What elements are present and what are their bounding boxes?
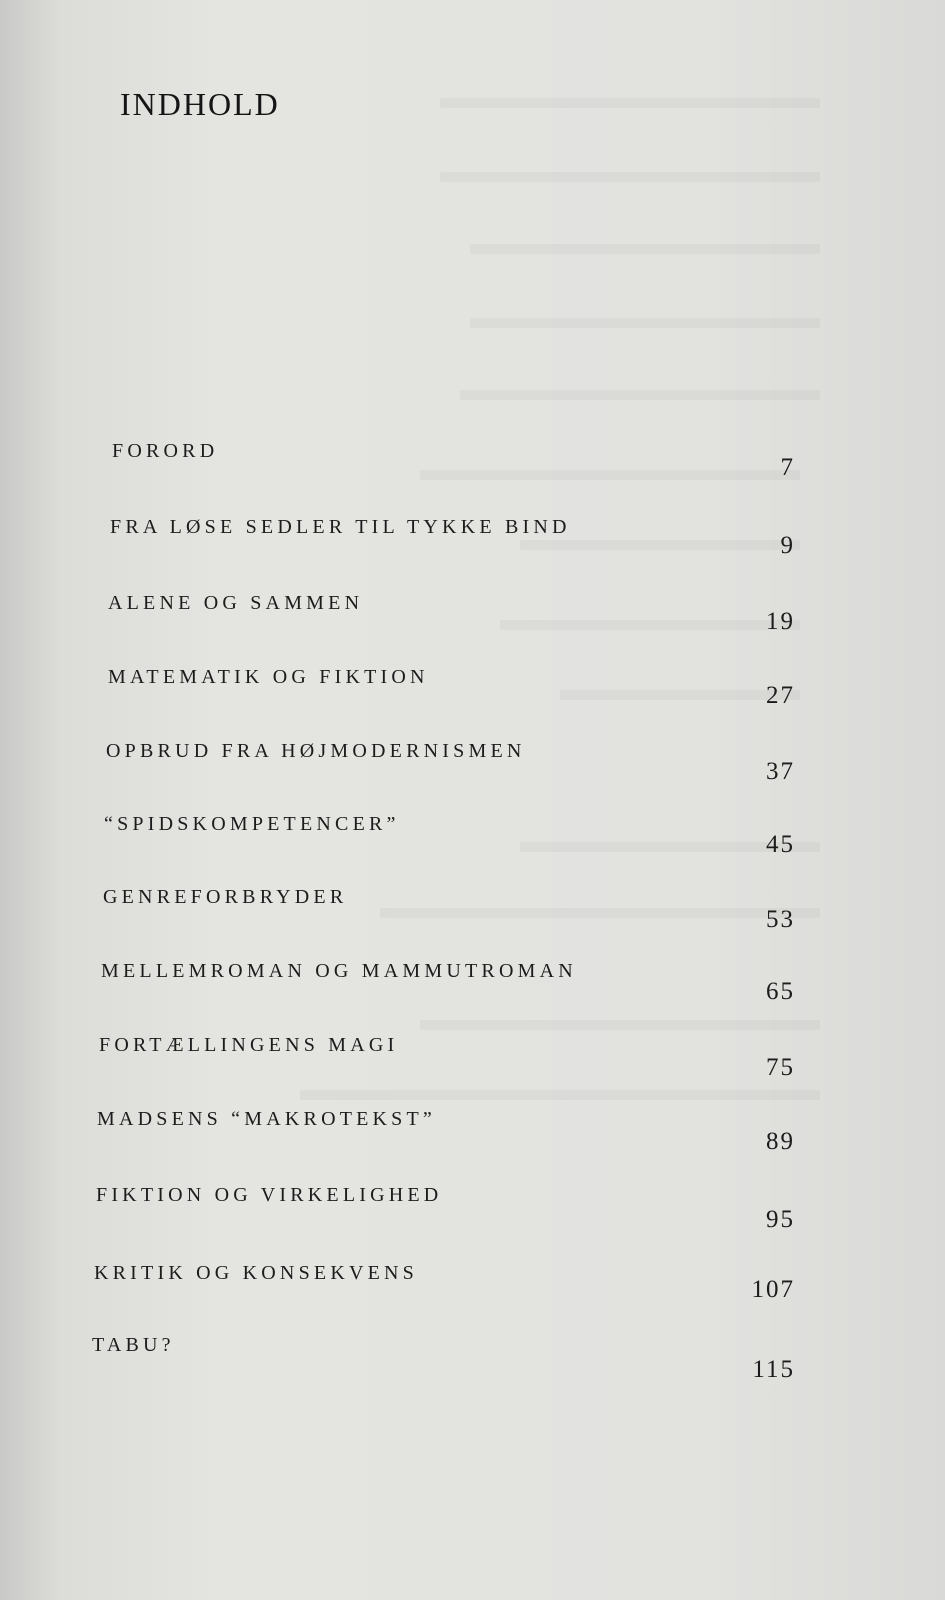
toc-entry bbox=[0, 1262, 945, 1302]
toc-entry-page-number: 53 bbox=[766, 906, 795, 933]
toc-entry-page-number: 115 bbox=[752, 1356, 795, 1383]
toc-entry-title: FIKTION OG VIRKELIGHED bbox=[96, 1184, 443, 1206]
toc-entry-title: MELLEMROMAN OG MAMMUTROMAN bbox=[101, 960, 577, 982]
toc-entry-page-number: 9 bbox=[780, 532, 795, 559]
toc-entry bbox=[0, 592, 945, 635]
toc-entry bbox=[0, 516, 945, 559]
toc-entry-page-number: 19 bbox=[766, 608, 795, 635]
toc-entry bbox=[0, 813, 945, 858]
toc-entry-page-number: 95 bbox=[766, 1206, 795, 1233]
toc-entry bbox=[0, 1184, 945, 1233]
toc-entry-page-number: 45 bbox=[766, 831, 795, 858]
toc-entry-title: “SPIDSKOMPETENCER” bbox=[104, 813, 400, 835]
toc-entry-page-number: 7 bbox=[780, 454, 795, 481]
toc-entry-page-number: 107 bbox=[751, 1276, 795, 1303]
toc-entry-title: TABU? bbox=[92, 1334, 175, 1356]
page-title: INDHOLD bbox=[120, 86, 280, 122]
toc-entry-page-number: 89 bbox=[766, 1128, 795, 1155]
toc-entry bbox=[0, 886, 945, 933]
toc-entry bbox=[0, 666, 945, 709]
toc-entry-title: FORORD bbox=[112, 440, 219, 462]
toc-entry bbox=[0, 740, 945, 785]
toc-entry-page-number: 37 bbox=[766, 758, 795, 785]
toc-entry-title: ALENE OG SAMMEN bbox=[108, 592, 364, 614]
toc-entry bbox=[0, 1034, 945, 1081]
toc-entry bbox=[0, 960, 945, 1005]
toc-entry-title: OPBRUD FRA HØJMODERNISMEN bbox=[106, 740, 526, 762]
toc-entry-title: FRA LØSE SEDLER TIL TYKKE BIND bbox=[110, 516, 571, 538]
toc-entry-title: MADSENS “MAKROTEKST” bbox=[97, 1108, 436, 1130]
toc-entry bbox=[0, 1334, 945, 1383]
toc-entry bbox=[0, 1108, 945, 1155]
toc-entry bbox=[0, 440, 945, 480]
toc-entry-title: KRITIK OG KONSEKVENS bbox=[94, 1262, 418, 1284]
toc-entry-page-number: 75 bbox=[766, 1054, 795, 1081]
toc-entry-title: GENREFORBRYDER bbox=[103, 886, 348, 908]
toc-entry-title: MATEMATIK OG FIKTION bbox=[108, 666, 429, 688]
toc-entry-title: FORTÆLLINGENS MAGI bbox=[99, 1034, 399, 1056]
toc-entry-page-number: 27 bbox=[766, 682, 795, 709]
toc-entry-page-number: 65 bbox=[766, 978, 795, 1005]
